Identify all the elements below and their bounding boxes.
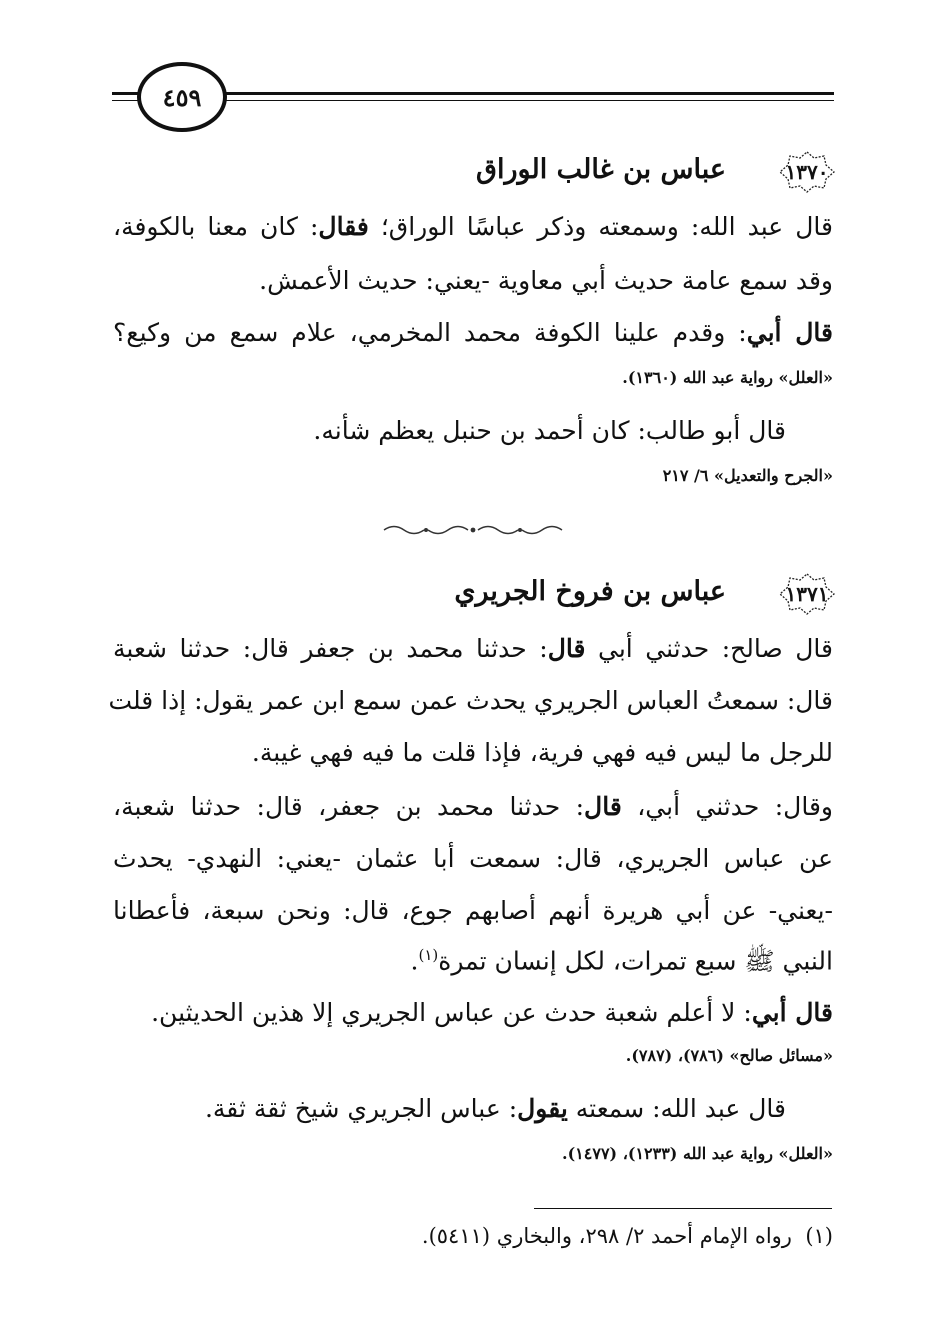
entry-number-badge — [778, 150, 836, 194]
text-line: للرجل ما ليس فيه فهي فرية، فإذا قلت ما فيه فهي غيبة. — [251, 738, 833, 767]
text-line: عن عباس الجريري، قال: سمعت أبا عثمان -يعني: النهدي- يحدث — [113, 844, 833, 873]
footnote — [422, 1226, 833, 1247]
entry-header — [110, 150, 836, 200]
text-line: قال أبي: وقدم علينا الكوفة محمد المخرمي، علام سمع من وكيع؟ — [113, 318, 833, 347]
footnote-reference[interactable]: (١) — [418, 946, 439, 964]
entry-number-badge — [778, 572, 836, 616]
entry-number: ١٣٧٠ — [785, 160, 829, 184]
source-citation: «الجرح والتعديل» ٦/ ٢١٧ — [662, 466, 833, 485]
entry-title: عباس بن غالب الوراق — [476, 154, 726, 185]
text-line: -يعني- عن أبي هريرة أنهم أصابهم جوع، قال: ونحن سبعة، فأعطانا — [113, 896, 833, 925]
footnote-rule — [534, 1208, 832, 1209]
entry-header — [110, 572, 836, 622]
source-citation: «العلل» رواية عبد الله (١٣٦٠). — [622, 368, 833, 387]
entry-title: عباس بن فروخ الجريري — [454, 576, 726, 607]
text-line: قال عبد الله: سمعته يقول: عباس الجريري شيخ ثقة ثقة. — [204, 1094, 786, 1123]
text-line: قال أبو طالب: كان أحمد بن حنبل يعظم شأنه. — [313, 416, 786, 445]
text-line: قال أبي: لا أعلم شعبة حدث عن عباس الجريري إلا هذين الحديثين. — [151, 998, 833, 1027]
footnote-marker: (١) — [805, 1224, 833, 1248]
source-citation: «مسائل صالح» (٧٨٦)، (٧٨٧). — [625, 1046, 833, 1065]
text-line: وقال: حدثني أبي، قال: حدثنا محمد بن جعفر، قال: حدثنا شعبة، — [113, 792, 833, 821]
text-line: قال صالح: حدثني أبي قال: حدثنا محمد بن جعفر قال: حدثنا شعبة — [113, 634, 833, 663]
page-number: ٤٥٩ — [137, 62, 227, 132]
divider-ornament-icon — [380, 523, 566, 537]
text-line: النبي ﷺ سبع تمرات، لكل إنسان تمرة$^{(١)}$. — [410, 946, 833, 976]
entry-number: ١٣٧١ — [785, 582, 829, 606]
text-line: قال عبد الله: وسمعته وذكر عباسًا الوراق؛ فقال: كان معنا بالكوفة، — [113, 212, 833, 241]
source-citation: «العلل» رواية عبد الله (١٢٣٣)، (١٤٧٧). — [562, 1144, 833, 1163]
footnote-text: رواه الإمام أحمد ٢/ ٢٩٨، والبخاري (٥٤١١). — [421, 1224, 792, 1248]
text-line: وقد سمع عامة حديث أبي معاوية -يعني: حديث الأعمش. — [259, 266, 833, 295]
text-line: قال: سمعتُ العباس الجريري يحدث عمن سمع ابن عمر يقول: إذا قلت — [108, 686, 833, 715]
